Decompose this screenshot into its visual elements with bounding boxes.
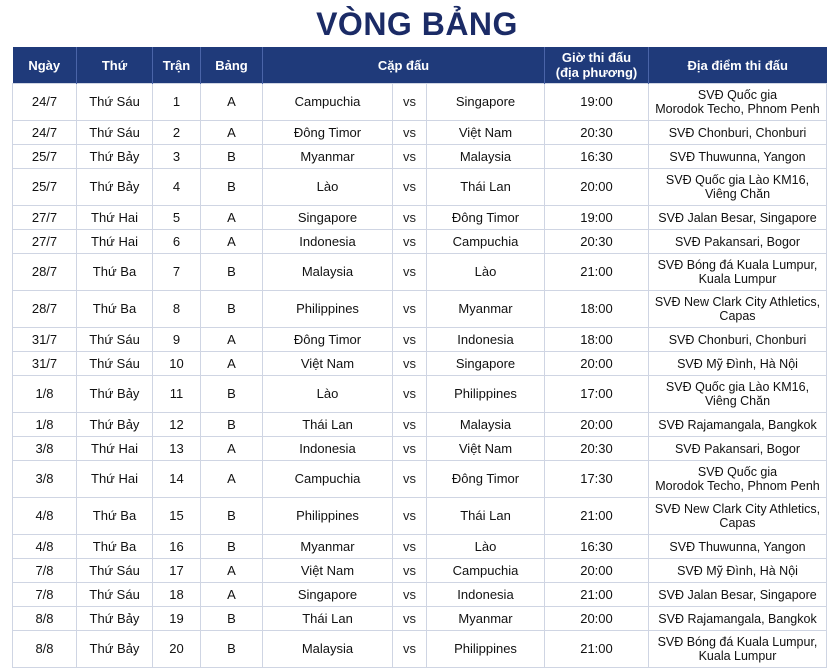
cell-match: 5: [153, 206, 201, 230]
cell-group: A: [201, 84, 263, 121]
cell-weekday: Thứ Sáu: [77, 328, 153, 352]
cell-home-team: Campuchia: [263, 84, 393, 121]
venue-line1: SVĐ Quốc gia: [697, 465, 778, 479]
cell-date: 24/7: [13, 84, 77, 121]
cell-home-team: Việt Nam: [263, 352, 393, 376]
cell-match: 16: [153, 535, 201, 559]
cell-venue: [649, 559, 827, 583]
cell-match: 18: [153, 583, 201, 607]
cell-away-team: Malaysia: [427, 413, 545, 437]
cell-match: 11: [153, 376, 201, 413]
cell-venue: [649, 413, 827, 437]
cell-match: 2: [153, 121, 201, 145]
table-row: [13, 352, 827, 376]
cell-group: B: [201, 413, 263, 437]
cell-group: A: [201, 352, 263, 376]
cell-home-team: Philippines: [263, 291, 393, 328]
header-time-line2: (địa phương): [555, 65, 638, 80]
table-row: [13, 145, 827, 169]
cell-match: 20: [153, 631, 201, 668]
cell-vs: vs: [393, 291, 427, 328]
cell-weekday: Thứ Sáu: [77, 583, 153, 607]
cell-time: 18:00: [545, 328, 649, 352]
venue-line1: SVĐ Quốc gia: [697, 88, 778, 102]
header-fixture: Cặp đấu: [263, 47, 545, 84]
cell-venue: [649, 84, 827, 121]
cell-venue: [649, 169, 827, 206]
cell-weekday: Thứ Sáu: [77, 352, 153, 376]
cell-away-team: Indonesia: [427, 328, 545, 352]
cell-away-team: Lào: [427, 535, 545, 559]
cell-home-team: Myanmar: [263, 145, 393, 169]
header-weekday: Thứ: [77, 47, 153, 84]
cell-group: B: [201, 376, 263, 413]
venue-line1: SVĐ Chonburi, Chonburi: [668, 125, 807, 140]
cell-group: B: [201, 498, 263, 535]
cell-time: 21:00: [545, 631, 649, 668]
cell-date: 1/8: [13, 376, 77, 413]
cell-vs: vs: [393, 413, 427, 437]
cell-away-team: Philippines: [427, 376, 545, 413]
cell-away-team: Campuchia: [427, 230, 545, 254]
cell-date: 31/7: [13, 328, 77, 352]
cell-weekday: Thứ Hai: [77, 437, 153, 461]
cell-match: 7: [153, 254, 201, 291]
cell-venue: [649, 437, 827, 461]
cell-venue: [649, 291, 827, 328]
cell-group: B: [201, 631, 263, 668]
cell-date: 25/7: [13, 169, 77, 206]
table-row: [13, 535, 827, 559]
cell-date: 25/7: [13, 145, 77, 169]
cell-time: 16:30: [545, 535, 649, 559]
cell-away-team: Philippines: [427, 631, 545, 668]
venue-line2: Capas: [719, 309, 756, 323]
cell-away-team: Thái Lan: [427, 169, 545, 206]
venue-line1: SVĐ Thuwunna, Yangon: [669, 539, 806, 554]
table-row: [13, 84, 827, 121]
cell-venue: [649, 206, 827, 230]
cell-weekday: Thứ Sáu: [77, 559, 153, 583]
cell-venue: [649, 145, 827, 169]
venue-line2: Kuala Lumpur: [698, 649, 777, 663]
cell-match: 15: [153, 498, 201, 535]
venue-line1: SVĐ Jalan Besar, Singapore: [658, 210, 817, 225]
cell-venue: [649, 498, 827, 535]
cell-group: A: [201, 121, 263, 145]
cell-vs: vs: [393, 498, 427, 535]
cell-home-team: Indonesia: [263, 230, 393, 254]
cell-group: A: [201, 559, 263, 583]
venue-line1: SVĐ Mỹ Đình, Hà Nội: [677, 563, 798, 578]
table-row: [13, 376, 827, 413]
cell-venue: [649, 535, 827, 559]
venue-line1: SVĐ Chonburi, Chonburi: [668, 332, 807, 347]
venue-line2: Morodok Techo, Phnom Penh: [655, 102, 820, 116]
cell-time: 20:00: [545, 169, 649, 206]
venue-line2: Viêng Chăn: [704, 187, 771, 201]
cell-vs: vs: [393, 583, 427, 607]
cell-weekday: Thứ Sáu: [77, 84, 153, 121]
cell-match: 12: [153, 413, 201, 437]
venue-line1: SVĐ Pakansari, Bogor: [674, 234, 801, 249]
cell-home-team: Thái Lan: [263, 413, 393, 437]
cell-home-team: Myanmar: [263, 535, 393, 559]
header-date: Ngày: [13, 47, 77, 84]
cell-group: A: [201, 461, 263, 498]
header-row: [13, 47, 827, 84]
cell-time: 19:00: [545, 84, 649, 121]
cell-vs: vs: [393, 145, 427, 169]
table-row: [13, 498, 827, 535]
cell-date: 1/8: [13, 413, 77, 437]
cell-vs: vs: [393, 169, 427, 206]
venue-line1: SVĐ Thuwunna, Yangon: [669, 149, 806, 164]
cell-home-team: Singapore: [263, 583, 393, 607]
cell-weekday: Thứ Bảy: [77, 631, 153, 668]
table-row: [13, 607, 827, 631]
cell-time: 20:00: [545, 352, 649, 376]
cell-match: 19: [153, 607, 201, 631]
cell-weekday: Thứ Bảy: [77, 145, 153, 169]
table-row: [13, 559, 827, 583]
cell-home-team: Lào: [263, 169, 393, 206]
cell-time: 20:30: [545, 437, 649, 461]
cell-weekday: Thứ Bảy: [77, 169, 153, 206]
cell-group: A: [201, 328, 263, 352]
cell-vs: vs: [393, 230, 427, 254]
cell-away-team: Việt Nam: [427, 437, 545, 461]
cell-time: 21:00: [545, 498, 649, 535]
cell-away-team: Malaysia: [427, 145, 545, 169]
cell-date: 4/8: [13, 498, 77, 535]
cell-venue: [649, 121, 827, 145]
cell-vs: vs: [393, 631, 427, 668]
cell-match: 3: [153, 145, 201, 169]
venue-line2: Capas: [719, 516, 756, 530]
header-match: Trận: [153, 47, 201, 84]
venue-line1: SVĐ Quốc gia Lào KM16,: [665, 380, 810, 394]
cell-match: 14: [153, 461, 201, 498]
cell-time: 20:00: [545, 607, 649, 631]
cell-date: 27/7: [13, 206, 77, 230]
cell-venue: [649, 328, 827, 352]
cell-group: B: [201, 535, 263, 559]
cell-date: 3/8: [13, 461, 77, 498]
table-row: [13, 169, 827, 206]
cell-venue: [649, 607, 827, 631]
venue-line2: Morodok Techo, Phnom Penh: [655, 479, 820, 493]
cell-vs: vs: [393, 121, 427, 145]
cell-group: A: [201, 437, 263, 461]
table-row: [13, 328, 827, 352]
venue-line1: SVĐ Bóng đá Kuala Lumpur,: [657, 258, 818, 272]
cell-group: A: [201, 583, 263, 607]
cell-away-team: Singapore: [427, 352, 545, 376]
table-row: [13, 291, 827, 328]
cell-home-team: Lào: [263, 376, 393, 413]
cell-vs: vs: [393, 376, 427, 413]
cell-vs: vs: [393, 328, 427, 352]
cell-time: 16:30: [545, 145, 649, 169]
cell-venue: [649, 631, 827, 668]
cell-match: 9: [153, 328, 201, 352]
cell-weekday: Thứ Bảy: [77, 607, 153, 631]
cell-time: 18:00: [545, 291, 649, 328]
cell-group: A: [201, 230, 263, 254]
cell-match: 1: [153, 84, 201, 121]
cell-away-team: Singapore: [427, 84, 545, 121]
cell-match: 6: [153, 230, 201, 254]
cell-weekday: Thứ Bảy: [77, 413, 153, 437]
venue-line1: SVĐ New Clark City Athletics,: [654, 295, 821, 309]
cell-time: 21:00: [545, 254, 649, 291]
venue-line2: Viêng Chăn: [704, 394, 771, 408]
header-time-line1: Giờ thi đấu: [561, 50, 632, 65]
cell-home-team: Philippines: [263, 498, 393, 535]
cell-home-team: Malaysia: [263, 631, 393, 668]
cell-time: 19:00: [545, 206, 649, 230]
cell-time: 17:00: [545, 376, 649, 413]
cell-away-team: Lào: [427, 254, 545, 291]
cell-date: 3/8: [13, 437, 77, 461]
venue-line1: SVĐ Pakansari, Bogor: [674, 441, 801, 456]
cell-match: 17: [153, 559, 201, 583]
cell-group: B: [201, 291, 263, 328]
cell-date: 28/7: [13, 254, 77, 291]
cell-weekday: Thứ Hai: [77, 206, 153, 230]
cell-away-team: Myanmar: [427, 607, 545, 631]
cell-vs: vs: [393, 607, 427, 631]
table-row: [13, 631, 827, 668]
cell-time: 20:30: [545, 230, 649, 254]
cell-venue: [649, 583, 827, 607]
cell-date: 8/8: [13, 607, 77, 631]
cell-home-team: Singapore: [263, 206, 393, 230]
page-title: VÒNG BẢNG: [316, 6, 518, 42]
cell-group: B: [201, 169, 263, 206]
cell-weekday: Thứ Sáu: [77, 121, 153, 145]
cell-vs: vs: [393, 84, 427, 121]
cell-date: 31/7: [13, 352, 77, 376]
cell-away-team: Thái Lan: [427, 498, 545, 535]
cell-weekday: Thứ Hai: [77, 230, 153, 254]
cell-weekday: Thứ Ba: [77, 535, 153, 559]
cell-match: 8: [153, 291, 201, 328]
cell-vs: vs: [393, 437, 427, 461]
cell-away-team: Đông Timor: [427, 461, 545, 498]
table-row: [13, 461, 827, 498]
cell-date: 28/7: [13, 291, 77, 328]
cell-weekday: Thứ Ba: [77, 498, 153, 535]
cell-match: 13: [153, 437, 201, 461]
venue-line1: SVĐ Mỹ Đình, Hà Nội: [677, 356, 798, 371]
cell-match: 4: [153, 169, 201, 206]
cell-date: 27/7: [13, 230, 77, 254]
cell-group: B: [201, 145, 263, 169]
venue-line1: SVĐ Rajamangala, Bangkok: [658, 611, 817, 626]
venue-line1: SVĐ New Clark City Athletics,: [654, 502, 821, 516]
table-row: [13, 254, 827, 291]
cell-home-team: Indonesia: [263, 437, 393, 461]
cell-away-team: Campuchia: [427, 559, 545, 583]
table-row: [13, 121, 827, 145]
cell-away-team: Đông Timor: [427, 206, 545, 230]
cell-time: 20:00: [545, 559, 649, 583]
venue-line1: SVĐ Jalan Besar, Singapore: [658, 587, 817, 602]
cell-vs: vs: [393, 206, 427, 230]
cell-venue: [649, 254, 827, 291]
cell-vs: vs: [393, 559, 427, 583]
cell-home-team: Đông Timor: [263, 328, 393, 352]
table-row: [13, 437, 827, 461]
cell-venue: [649, 352, 827, 376]
table-row: [13, 230, 827, 254]
header-venue: Địa điểm thi đấu: [649, 47, 827, 84]
cell-home-team: Đông Timor: [263, 121, 393, 145]
venue-line2: Kuala Lumpur: [698, 272, 777, 286]
cell-group: B: [201, 254, 263, 291]
cell-date: 24/7: [13, 121, 77, 145]
cell-venue: [649, 376, 827, 413]
venue-line1: SVĐ Bóng đá Kuala Lumpur,: [657, 635, 818, 649]
cell-home-team: Malaysia: [263, 254, 393, 291]
cell-weekday: Thứ Hai: [77, 461, 153, 498]
cell-time: 21:00: [545, 583, 649, 607]
cell-time: 20:30: [545, 121, 649, 145]
cell-weekday: Thứ Bảy: [77, 376, 153, 413]
cell-venue: [649, 461, 827, 498]
table-row: [13, 413, 827, 437]
cell-away-team: Myanmar: [427, 291, 545, 328]
cell-weekday: Thứ Ba: [77, 291, 153, 328]
cell-vs: vs: [393, 535, 427, 559]
cell-group: A: [201, 206, 263, 230]
cell-away-team: Việt Nam: [427, 121, 545, 145]
header-time: [545, 47, 649, 84]
group-stage-schedule-table: [12, 47, 827, 668]
cell-weekday: Thứ Ba: [77, 254, 153, 291]
cell-date: 7/8: [13, 559, 77, 583]
cell-time: 17:30: [545, 461, 649, 498]
table-row: [13, 583, 827, 607]
cell-home-team: Thái Lan: [263, 607, 393, 631]
cell-vs: vs: [393, 254, 427, 291]
cell-vs: vs: [393, 461, 427, 498]
cell-group: B: [201, 607, 263, 631]
cell-home-team: Campuchia: [263, 461, 393, 498]
cell-home-team: Việt Nam: [263, 559, 393, 583]
cell-vs: vs: [393, 352, 427, 376]
cell-time: 20:00: [545, 413, 649, 437]
cell-date: 8/8: [13, 631, 77, 668]
header-group: Bảng: [201, 47, 263, 84]
cell-date: 7/8: [13, 583, 77, 607]
cell-match: 10: [153, 352, 201, 376]
cell-date: 4/8: [13, 535, 77, 559]
venue-line1: SVĐ Quốc gia Lào KM16,: [665, 173, 810, 187]
cell-venue: [649, 230, 827, 254]
table-row: [13, 206, 827, 230]
cell-away-team: Indonesia: [427, 583, 545, 607]
venue-line1: SVĐ Rajamangala, Bangkok: [658, 417, 817, 432]
